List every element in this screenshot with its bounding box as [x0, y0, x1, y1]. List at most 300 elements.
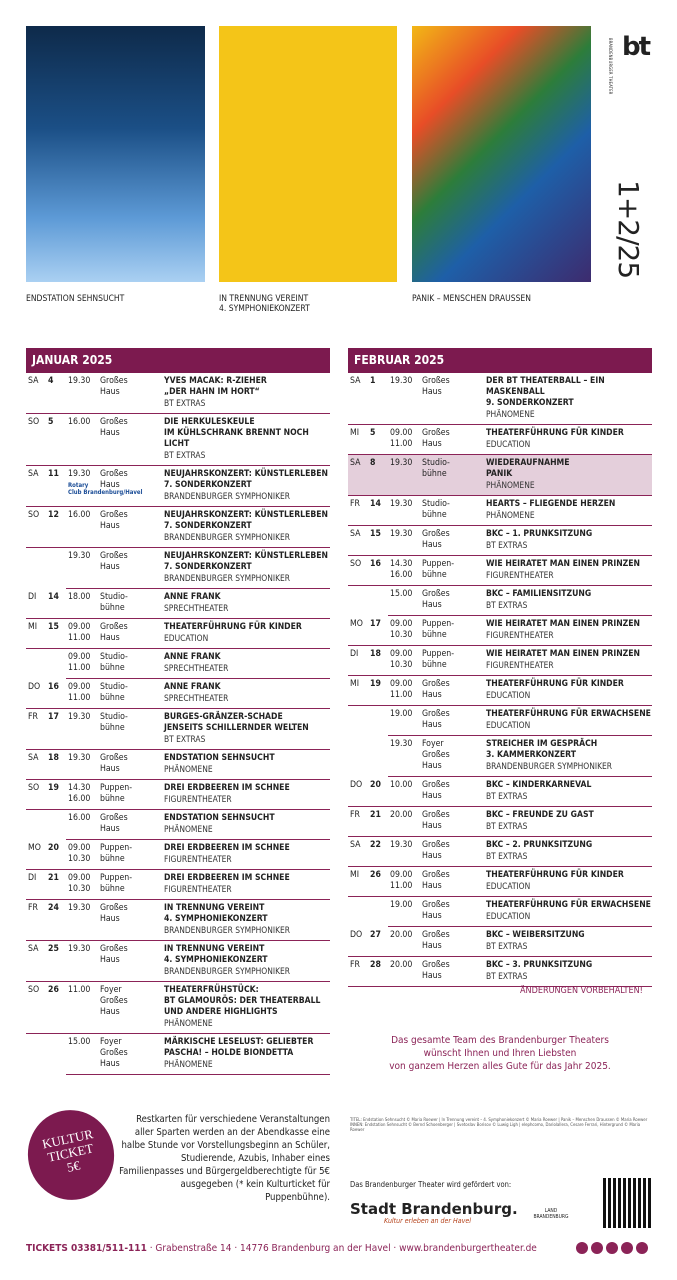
event-info: [164, 712, 330, 745]
event-row[interactable]: [348, 807, 652, 837]
event-venue: Großes Haus: [422, 589, 450, 610]
event-category: BT EXTRAS: [164, 450, 206, 460]
event-info: [486, 619, 652, 641]
event-venue: Studio- bühne: [100, 592, 128, 613]
event-title: ENDSTATION SEHNSUCHT: [164, 753, 275, 763]
event-title: ENDSTATION SEHNSUCHT: [164, 813, 275, 823]
event-time: 09.00 11.00: [390, 870, 413, 891]
event-category: SPRECHTHEATER: [164, 603, 229, 613]
event-venue: Großes Haus: [422, 840, 450, 861]
event-weekday: SO: [28, 417, 40, 427]
event-category: FIGURENTHEATER: [164, 884, 232, 894]
event-row[interactable]: [26, 373, 330, 414]
event-category: PHÄNOMENE: [486, 409, 535, 419]
event-info: [486, 739, 652, 772]
event-row[interactable]: [348, 556, 652, 586]
event-venue: Großes Haus: [100, 417, 128, 438]
event-day: 21: [48, 873, 59, 883]
event-title: BKC – FAMILIENSITZUNG: [486, 589, 592, 599]
event-category: EDUCATION: [164, 633, 209, 643]
event-info: [486, 900, 652, 922]
event-row[interactable]: [348, 373, 652, 425]
event-venue: Großes Haus: [100, 944, 128, 965]
footer-address: · Grabenstraße 14 · 14776 Brandenburg an der Havel · www.brandenburgertheater.de: [146, 1243, 537, 1254]
event-weekday: SA: [350, 458, 361, 468]
event-venue: Puppen- bühne: [100, 843, 133, 864]
event-weekday: DO: [350, 930, 363, 940]
event-info: [486, 458, 652, 491]
event-title: STREICHER IM GESPRÄCH 3. KAMMERKONZERT: [486, 739, 598, 760]
event-venue: Großes Haus: [100, 903, 128, 924]
event-weekday: MI: [350, 428, 360, 438]
event-info: [164, 1037, 330, 1070]
event-day: 18: [370, 649, 381, 659]
event-title: NEUJAHRSKONZERT: KÜNSTLERLEBEN 7. SONDERKONZERT: [164, 510, 329, 531]
hero-image-endstation: [26, 26, 205, 282]
event-time: 09.00 10.30: [390, 649, 413, 670]
event-weekday: SO: [28, 985, 40, 995]
event-title: THEATERFÜHRUNG FÜR ERWACHSENE: [486, 900, 651, 910]
event-category: BRANDENBURGER SYMPHONIKER: [164, 925, 291, 935]
caption-1: ENDSTATION SEHNSUCHT: [26, 294, 125, 304]
event-category: BRANDENBURGER SYMPHONIKER: [164, 532, 291, 542]
event-info: [164, 469, 330, 502]
hero-image-panik: [412, 26, 591, 282]
event-row[interactable]: [26, 780, 330, 810]
event-time: 10.00: [390, 780, 413, 790]
event-category: BT EXTRAS: [486, 791, 528, 801]
event-weekday: SO: [28, 783, 40, 793]
event-row[interactable]: [26, 414, 330, 466]
event-weekday: FR: [28, 903, 38, 913]
event-time: 09.00 10.30: [68, 843, 91, 864]
event-venue: Großes Haus: [422, 870, 450, 891]
event-venue: Großes Haus: [100, 622, 128, 643]
event-time: 16.00: [68, 417, 91, 427]
social-icons: [576, 1242, 648, 1254]
whatsapp-icon[interactable]: [621, 1242, 633, 1254]
event-weekday: DO: [28, 682, 41, 692]
event-day: 14: [48, 592, 59, 602]
event-venue: Großes Haus: [100, 551, 128, 572]
event-row[interactable]: [348, 526, 652, 556]
event-day: 28: [370, 960, 381, 970]
event-category: PHÄNOMENE: [486, 510, 535, 520]
event-time: 19.30: [68, 903, 91, 913]
event-category: EDUCATION: [486, 439, 531, 449]
event-title: THEATERFÜHRUNG FÜR KINDER: [164, 622, 302, 632]
event-title: WIE HEIRATET MAN EINEN PRINZEN: [486, 559, 641, 569]
event-time: 15.00: [68, 1037, 91, 1047]
event-day: 24: [48, 903, 59, 913]
event-row[interactable]: [26, 840, 330, 870]
event-category: EDUCATION: [486, 911, 531, 921]
february-header: FEBRUAR 2025: [348, 348, 652, 373]
event-weekday: DO: [350, 780, 363, 790]
stadt-slogan: Kultur erleben an der Havel: [384, 1217, 471, 1225]
event-info: [486, 810, 652, 832]
rest-tickets-text: Restkarten für verschiedene Veranstaltungen aller Sparten werden an der Abendkasse eine halbe Stunde vor Vorstellungsbeginn an Schüler, Studierende, Azubis, Inhaber eines Familienpasses und Bürgergeldberechtigte für 5€ ausgegeben (* kein Kulturticket für Puppenbühne).: [119, 1114, 330, 1203]
event-weekday: SA: [28, 376, 39, 386]
event-title: DREI ERDBEEREN IM SCHNEE: [164, 843, 290, 853]
event-weekday: SA: [28, 753, 39, 763]
event-time: 19.30: [390, 376, 413, 386]
event-info: [486, 589, 652, 611]
event-time: 19.30: [390, 739, 413, 749]
event-time: 19.30: [390, 840, 413, 850]
caption-2: IN TRENNUNG VEREINT 4. SYMPHONIEKONZERT: [219, 294, 310, 314]
ticket-phone[interactable]: TICKETS 03381/511-111: [26, 1243, 147, 1254]
event-day: 27: [370, 930, 381, 940]
event-category: BRANDENBURGER SYMPHONIKER: [164, 966, 291, 976]
event-info: [164, 376, 330, 409]
january-table: [26, 348, 330, 1075]
event-title: BURGES-GRÄNZER-SCHADE JENSEITS SCHILLERNDER WELTEN: [164, 712, 309, 733]
hero-image-symphoniekonzert: [219, 26, 397, 282]
event-category: BT EXTRAS: [486, 971, 528, 981]
footer: [26, 1243, 537, 1254]
event-title: BKC – 3. PRUNKSITZUNG: [486, 960, 593, 970]
new-year-wish: Das gesamte Team des Brandenburger Theaters wünscht Ihnen und Ihren Liebsten von ganzem Herzen alles Gute für das Jahr 2025.: [389, 1035, 611, 1072]
instagram-icon[interactable]: [591, 1242, 603, 1254]
event-day: 20: [370, 780, 381, 790]
event-weekday: FR: [350, 810, 360, 820]
event-day: 1: [370, 376, 376, 386]
event-title: NEUJAHRSKONZERT: KÜNSTLERLEBEN 7. SONDERKONZERT: [164, 551, 329, 572]
event-day: 26: [370, 870, 381, 880]
event-venue: Foyer Großes Haus: [100, 1037, 128, 1069]
event-info: [164, 622, 330, 644]
event-venue: Großes Haus: [422, 810, 450, 831]
event-row[interactable]: [66, 810, 330, 840]
event-time: 15.00: [390, 589, 413, 599]
event-day: 19: [48, 783, 59, 793]
event-info: [486, 679, 652, 701]
event-title: BKC – WEIBERSITZUNG: [486, 930, 585, 940]
event-venue: Puppen- bühne: [422, 619, 455, 640]
event-row[interactable]: [348, 496, 652, 526]
event-row[interactable]: [348, 616, 652, 646]
event-time: 19.30: [68, 712, 91, 722]
event-venue: Großes Haus: [422, 900, 450, 921]
event-venue: Puppen- bühne: [422, 649, 455, 670]
event-venue: Großes Haus: [422, 376, 450, 397]
event-info: [164, 652, 330, 674]
event-weekday: FR: [350, 499, 360, 509]
event-category: PHÄNOMENE: [164, 824, 213, 834]
event-category: FIGURENTHEATER: [164, 794, 232, 804]
event-venue: Großes Haus: [422, 709, 450, 730]
event-venue: Großes Haus: [422, 428, 450, 449]
event-row[interactable]: [388, 897, 652, 927]
event-category: PHÄNOMENE: [164, 1018, 213, 1028]
event-category: PHÄNOMENE: [486, 480, 535, 490]
event-venue: Großes Haus: [422, 960, 450, 981]
event-title: ANNE FRANK: [164, 592, 221, 602]
event-venue: Studio- bühne: [100, 682, 128, 703]
event-time: 19.30: [390, 499, 413, 509]
event-title: BKC – FREUNDE ZU GAST: [486, 810, 594, 820]
event-day: 5: [48, 417, 54, 427]
youtube-icon[interactable]: [606, 1242, 618, 1254]
event-time: 14.30 16.00: [68, 783, 91, 804]
event-category: EDUCATION: [486, 881, 531, 891]
land-brandenburg-logo: LAND BRANDENBURG: [533, 1208, 569, 1220]
event-row[interactable]: [388, 706, 652, 736]
changes-notice: ÄNDERUNGEN VORBEHALTEN!: [520, 986, 643, 996]
event-venue: Großes Haus: [422, 679, 450, 700]
event-weekday: DI: [28, 592, 37, 602]
event-category: BT EXTRAS: [486, 600, 528, 610]
event-row[interactable]: [26, 941, 330, 982]
event-day: 8: [370, 458, 376, 468]
event-row[interactable]: [66, 548, 330, 589]
event-row[interactable]: [26, 900, 330, 941]
event-day: 15: [370, 529, 381, 539]
event-venue: Studio- bühne: [422, 458, 450, 479]
event-info: [164, 783, 330, 805]
event-time: 09.00 11.00: [390, 679, 413, 700]
event-category: FIGURENTHEATER: [164, 854, 232, 864]
event-category: FIGURENTHEATER: [486, 660, 554, 670]
event-row[interactable]: [66, 649, 330, 679]
event-venue: Puppen- bühne: [100, 873, 133, 894]
rotary-logo: Rotary Club Brandenburg/Havel: [68, 482, 143, 496]
event-day: 20: [48, 843, 59, 853]
event-day: 16: [370, 559, 381, 569]
event-row[interactable]: [348, 837, 652, 867]
event-weekday: SO: [28, 510, 40, 520]
event-category: FIGURENTHEATER: [486, 570, 554, 580]
event-info: [486, 649, 652, 671]
event-row[interactable]: [348, 455, 652, 496]
event-time: 16.00: [68, 510, 91, 520]
event-category: FIGURENTHEATER: [486, 630, 554, 640]
event-row[interactable]: [26, 870, 330, 900]
event-title: YVES MACAK: R-ZIEHER „DER HAHN IM HORT“: [164, 376, 267, 397]
event-time: 19.30: [68, 469, 91, 479]
event-info: [164, 592, 330, 614]
event-row[interactable]: [388, 736, 652, 777]
event-row[interactable]: [26, 750, 330, 780]
facebook-icon[interactable]: [576, 1242, 588, 1254]
event-title: ANNE FRANK: [164, 682, 221, 692]
january-header: JANUAR 2025: [26, 348, 330, 373]
event-info: [486, 559, 652, 581]
event-info: [486, 428, 652, 450]
event-title: WIE HEIRATET MAN EINEN PRINZEN: [486, 619, 641, 629]
event-category: SPRECHTHEATER: [164, 663, 229, 673]
event-venue: Foyer Großes Haus: [422, 739, 450, 771]
event-weekday: DI: [28, 873, 37, 883]
event-time: 20.00: [390, 810, 413, 820]
event-category: BT EXTRAS: [164, 398, 206, 408]
event-time: 09.00 11.00: [68, 652, 91, 673]
event-category: PHÄNOMENE: [164, 764, 213, 774]
event-category: BRANDENBURGER SYMPHONIKER: [486, 761, 613, 771]
event-category: SPRECHTHEATER: [164, 693, 229, 703]
event-weekday: SA: [28, 469, 39, 479]
event-title: WIE HEIRATET MAN EINEN PRINZEN: [486, 649, 641, 659]
event-row[interactable]: [388, 586, 652, 616]
event-time: 16.00: [68, 813, 91, 823]
event-title: THEATERFÜHRUNG FÜR KINDER: [486, 679, 624, 689]
event-category: BT EXTRAS: [486, 821, 528, 831]
event-weekday: FR: [28, 712, 38, 722]
event-day: 11: [48, 469, 59, 479]
event-weekday: SO: [350, 559, 362, 569]
event-row[interactable]: [26, 619, 330, 649]
event-weekday: MO: [350, 619, 363, 629]
event-weekday: FR: [350, 960, 360, 970]
event-weekday: DI: [350, 649, 359, 659]
event-day: 4: [48, 376, 54, 386]
event-day: 22: [370, 840, 381, 850]
event-venue: Großes Haus: [100, 813, 128, 834]
event-info: [164, 813, 330, 835]
event-title: WIEDERAUFNAHME PANIK: [486, 458, 570, 479]
event-time: 09.00 11.00: [68, 682, 91, 703]
event-row[interactable]: [348, 425, 652, 455]
event-weekday: SA: [28, 944, 39, 954]
photo-credits: TITEL: Endstation Sehnsucht © Maria Roewer | In Trennung vereint – 4. Symphoniekonzert © Maria Roewer | Panik – Menschen Draussen © Maria Roewer INNEN: Endstation Sehnsucht © Bernd Schoenberger | Svetoslav Borisov © Luwig Ligh | elephcomo, Dariolallera, Cesare Ferrari, Hintergrund © Maria Roewer: [350, 1118, 648, 1134]
event-row[interactable]: [26, 982, 330, 1034]
event-day: 16: [48, 682, 59, 692]
event-category: BT EXTRAS: [486, 540, 528, 550]
event-day: 17: [370, 619, 381, 629]
event-title: BKC – KINDERKARNEVAL: [486, 780, 592, 790]
event-info: [164, 682, 330, 704]
event-title: IN TRENNUNG VEREINT 4. SYMPHONIEKONZERT: [164, 944, 268, 965]
event-info: [164, 873, 330, 895]
event-title: THEATERFÜHRUNG FÜR KINDER: [486, 428, 624, 438]
event-title: DER BT THEATERBALL – EIN MASKENBALL 9. SONDERKONZERT: [486, 376, 605, 408]
event-weekday: MO: [28, 843, 41, 853]
event-time: 18.00: [68, 592, 91, 602]
qr-code[interactable]: [603, 1178, 653, 1228]
event-time: 19.00: [390, 900, 413, 910]
event-info: [486, 780, 652, 802]
event-title: DREI ERDBEEREN IM SCHNEE: [164, 783, 290, 793]
february-table: [348, 348, 652, 987]
event-time: 09.00 10.30: [390, 619, 413, 640]
event-category: EDUCATION: [486, 690, 531, 700]
event-venue: Großes Haus: [100, 753, 128, 774]
stadt-brandenburg-logo: Stadt Brandenburg.: [350, 1200, 518, 1218]
event-category: BT EXTRAS: [164, 734, 206, 744]
event-info: [486, 960, 652, 982]
event-row[interactable]: [26, 466, 330, 507]
event-time: 09.00 10.30: [68, 873, 91, 894]
event-venue: Studio- bühne: [100, 652, 128, 673]
event-row[interactable]: [26, 709, 330, 750]
event-title: BKC – 1. PRUNKSITZUNG: [486, 529, 593, 539]
event-category: BRANDENBURGER SYMPHONIKER: [164, 491, 291, 501]
event-title: THEATERFÜHRUNG FÜR ERWACHSENE: [486, 709, 651, 719]
event-info: [486, 499, 652, 521]
event-time: 14.30 16.00: [390, 559, 413, 580]
event-time: 19.30: [68, 753, 91, 763]
event-time: 19.30: [68, 376, 91, 386]
event-day: 17: [48, 712, 59, 722]
event-info: [164, 903, 330, 936]
event-info: [164, 985, 330, 1029]
event-category: BRANDENBURGER SYMPHONIKER: [164, 573, 291, 583]
caption-3: PANIK – MENSCHEN DRAUSSEN: [412, 294, 531, 304]
event-venue: Foyer Großes Haus: [100, 985, 128, 1017]
event-row[interactable]: [26, 507, 330, 548]
event-info: [486, 709, 652, 731]
event-row[interactable]: [348, 646, 652, 676]
event-venue: Studio- bühne: [100, 712, 128, 733]
event-row[interactable]: [348, 777, 652, 807]
event-title: DIE HERKULESKEULE IM KÜHLSCHRANK BRENNT NOCH LICHT: [164, 417, 309, 449]
event-title: MÄRKISCHE LESELUST: GELIEBTER PASCHA! – HOLDE BIONDETTA: [164, 1037, 314, 1058]
event-time: 20.00: [390, 930, 413, 940]
event-title: DREI ERDBEEREN IM SCHNEE: [164, 873, 290, 883]
event-title: IN TRENNUNG VEREINT 4. SYMPHONIEKONZERT: [164, 903, 268, 924]
sponsor-text: Das Brandenburger Theater wird gefördert von:: [350, 1180, 512, 1189]
event-info: [486, 930, 652, 952]
event-time: 20.00: [390, 960, 413, 970]
event-info: [164, 510, 330, 543]
event-venue: Großes Haus: [100, 469, 128, 490]
event-weekday: SA: [350, 529, 361, 539]
event-row[interactable]: [348, 957, 652, 987]
event-day: 26: [48, 985, 59, 995]
event-info: [486, 376, 652, 420]
event-row[interactable]: [348, 867, 652, 897]
event-info: [486, 870, 652, 892]
logo-subtitle: BRANDENBURGER THEATER: [608, 38, 613, 95]
event-venue: Großes Haus: [422, 529, 450, 550]
event-venue: Puppen- bühne: [100, 783, 133, 804]
event-title: ANNE FRANK: [164, 652, 221, 662]
event-row[interactable]: [348, 676, 652, 706]
event-time: 19.30: [68, 551, 91, 561]
event-time: 19.00: [390, 709, 413, 719]
event-title: THEATERFRÜHSTÜCK: BT GLAMOURÖS: DER THEATERBALL UND ANDERE HIGHLIGHTS: [164, 985, 321, 1017]
event-venue: Großes Haus: [100, 376, 128, 397]
event-venue: Puppen- bühne: [422, 559, 455, 580]
event-venue: Großes Haus: [422, 930, 450, 951]
event-day: 5: [370, 428, 376, 438]
event-venue: Studio- bühne: [422, 499, 450, 520]
event-row[interactable]: [26, 589, 330, 619]
event-row[interactable]: [348, 927, 652, 957]
event-day: 12: [48, 510, 59, 520]
event-weekday: MI: [28, 622, 38, 632]
event-weekday: SA: [350, 376, 361, 386]
event-weekday: MI: [350, 679, 360, 689]
event-category: PHÄNOMENE: [164, 1059, 213, 1069]
event-info: [486, 529, 652, 551]
event-info: [164, 417, 330, 461]
event-time: 09.00 11.00: [390, 428, 413, 449]
event-category: BT EXTRAS: [486, 851, 528, 861]
event-time: 19.30: [390, 529, 413, 539]
event-day: 21: [370, 810, 381, 820]
event-info: [164, 843, 330, 865]
event-weekday: SA: [350, 840, 361, 850]
event-day: 15: [48, 622, 59, 632]
tiktok-icon[interactable]: [636, 1242, 648, 1254]
event-venue: Großes Haus: [100, 510, 128, 531]
event-row[interactable]: [26, 679, 330, 709]
event-row[interactable]: [66, 1034, 330, 1075]
event-day: 18: [48, 753, 59, 763]
event-info: [164, 944, 330, 977]
